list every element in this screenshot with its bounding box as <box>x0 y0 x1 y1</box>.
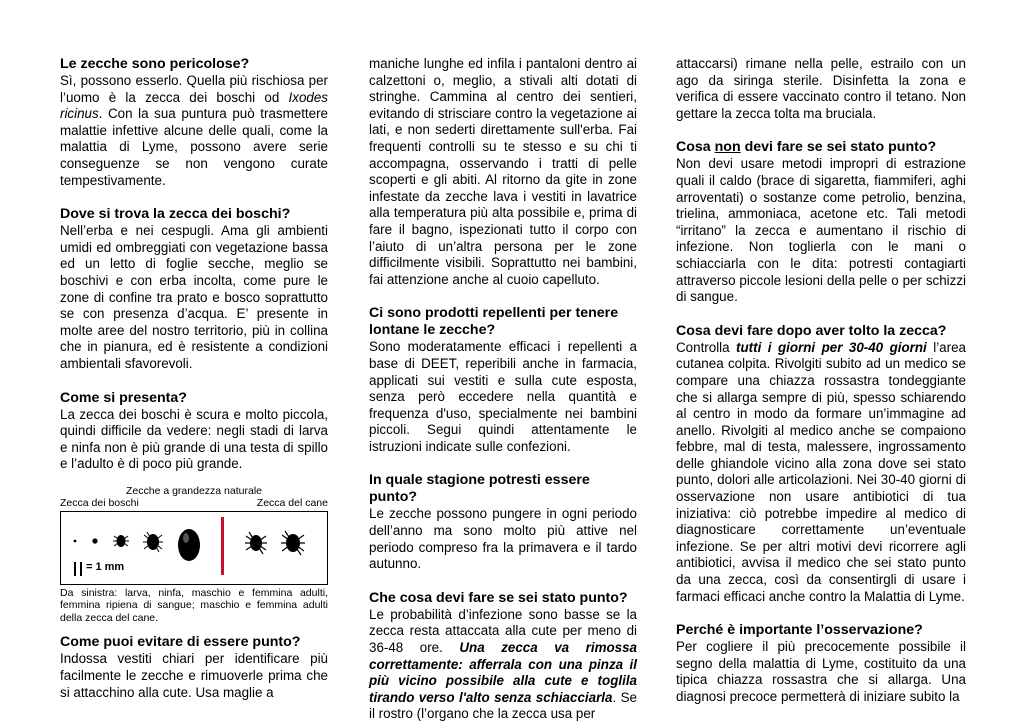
paragraph-clothing: maniche lunghe ed infila i pantaloni dentro ai calzettoni o, meglio, a stivali alti dotati di stringhe. Cammina al centro dei sentieri, evitando di strisciare contro la vegetazione ai lati, e non sederti direttamente sull'erba. Fai frequenti controlli su te stesso e su chi ti accompagna, osservando i tratti di pelle scoperti e gli abiti. Al ritorno da gite in zone infestate da zecche lava i vestiti in lavatrice alla temperatura più alta possibile e, prima di fare il bagno, ispezionati tutto il corpo con l’aiuto di un’altra persona per le zone difficilmente visibili. Soprattutto nei bambini, fai attenzione anche al cuoio capelluto. <box>369 56 637 287</box>
larva-icon <box>74 539 77 542</box>
scale-bar-right <box>80 562 82 576</box>
figure-caption: Da sinistra: larva, ninfa, maschio e femmina adulti, femmina ripiena di sangue; maschio e femmina adulti della zecca del cane. <box>60 586 328 624</box>
figure-label-left: Zecca dei boschi <box>60 497 139 510</box>
heading-where: Dove si trova la zecca dei boschi? <box>60 206 291 223</box>
female-tick-icon <box>143 532 163 552</box>
column-2 <box>369 56 637 723</box>
paragraph-dangerous: Sì, possono esserlo. Quella più rischiosa per l’uomo è la zecca dei boschi od Ixodes ricinus. Con la sua puntura può trasmettere malattie infettive alcune delle quali, come la malattia di Lyme, possono avere serie conseguenze se non vengono curate tempestivamente. <box>60 73 328 188</box>
tick-figure <box>60 485 328 625</box>
heading-observation: Perché è importante l’osservazione? <box>676 622 923 639</box>
dog-tick-male-icon <box>245 532 267 554</box>
scale-bar-left <box>74 562 76 576</box>
paragraph-repellents: Sono moderatamente efficaci i repellenti a base di DEET, reperibili anche in farmacia, applicati sui vestiti e sulla cute esposta, senza però eccedere nella quantità e frequenza d'uso, specialmente nei bambini piccoli. Segui quindi attentamente le istruzioni indicate sulle confezioni. <box>369 339 637 454</box>
heading-season: In quale stagione potresti essere punto? <box>369 472 590 506</box>
scale-label: = 1 mm <box>86 560 125 573</box>
heading-after-removal: Cosa devi fare dopo aver tolto la zecca? <box>676 322 947 339</box>
paragraph-if-bitten: Le probabilità d’infezione sono basse se la zecca resta attaccata alla cute per meno di 36-48 ore. Una zecca va rimossa correttamente: afferrala con una pinza il più vicino possibile alla cute e toglila tirando verso l'alto senza schiacciarla. Se il rostro (l’organo che la zecca usa per <box>369 606 638 722</box>
figure-title: Zecche a grandezza naturale <box>125 484 262 497</box>
heading-what-not-to-do: Cosa non devi fare se sei stato punto? <box>676 139 937 156</box>
heading-if-bitten: Che cosa devi fare se sei stato punto? <box>369 589 628 606</box>
dog-tick-female-icon <box>281 531 305 555</box>
figure-label-right: Zecca del cane <box>256 497 328 510</box>
paragraph-appearance: La zecca dei boschi è scura e molto piccola, quindi difficile da vedere: negli stadi di larva e ninfa non è più grande di una testa di spillo e l’adulto è di poco più grande. <box>60 406 328 472</box>
column-1 <box>60 56 328 701</box>
nymph-icon <box>92 538 97 543</box>
heading-dangerous: Le zecche sono pericolose? <box>60 56 250 72</box>
paragraph-after-removal: Controlla tutti i giorni per 30-40 giorni l’area cutanea colpita. Rivolgiti subito ad un medico se compare una chiazza rossastra tondeggiante che si allarga sempre di più, spesso schiarendo al centro in modo da formare un’immagine ad anello. Rivolgiti al medico anche se compaiono febbre, mal di testa, malessere, ingrossamento delle ghiandole vicino alla zona dove sei stato punto, dolori alle articolazioni. Nei 30-40 giorni di osservazione non usare antibiotici di tua iniziativa: ciò potrebbe impedire al medico di diagnosticare correttamente un’eventuale infezione. Se per altri motivi devi ricorrere agli antibiotici, avvisa il medico che sei stato punto da una zecca, così da consentirgli di usare i farmaci efficaci anche contro la Malattia di Lyme. <box>676 339 966 604</box>
heading-avoid: Come puoi evitare di essere punto? <box>60 634 301 651</box>
male-tick-icon <box>113 535 129 547</box>
paragraph-avoid: Indossa vestiti chiari per identificare più facilmente le zecche e rimuoverle prima che si attacchino alla cute. Usa maglie a <box>60 651 328 700</box>
paragraph-what-not-to-do: Non devi usare metodi impropri di estrazione quali il caldo (brace di sigaretta, fiammiferi, aghi arroventati) o sostanze come petrolio, benzina, trielina, ammoniaca, acetone etc. Tali metodi “irritano” la zecca e aumentano il rischio di infezione. Non toglierla con le mani o schiacciarla con le dita: potresti contagiarti attraverso piccole lesioni della pelle o per schizzi di sangue. <box>676 156 966 305</box>
engorged-female-tick-icon <box>178 529 200 561</box>
paragraph-where: Nell’erba e nei cespugli. Ama gli ambienti umidi ed ombreggiati con vegetazione bassa ed un letto di foglie secche, meglio se boschivi e con erba incolta, come pure le zone di confine tra prato e bosco soprattutto se con presenza d’acqua. E’ presente in molte aree del nostro territorio, più in collina che in pianura, ed è resistente a condizioni ambientali sfavorevoli. <box>60 223 328 371</box>
column-3 <box>676 56 966 706</box>
paragraph-season: Le zecche possono pungere in ogni periodo dell’anno ma sono molto più attive nel periodo compreso fra la primavera e il tardo autunno. <box>369 506 637 572</box>
paragraph-observation: Per cogliere il più precocemente possibile il segno della malattia di Lyme, costituito da una tipica chiazza rossastra che si allarga. Una diagnosi precoce permetterà di iniziare subito la <box>676 639 966 704</box>
tick-illustration <box>60 511 328 585</box>
heading-repellents: Ci sono prodotti repellenti per tenere lontane le zecche? <box>369 305 619 339</box>
red-divider <box>221 517 224 575</box>
heading-appearance: Come si presenta? <box>60 389 187 406</box>
paragraph-rostrum: attaccarsi) rimane nella pelle, estrailo con un ago da siringa sterile. Disinfetta la zona e verifica di essere vaccinato contro il tetano. Non gettare la zecca tolta ma bruciala. <box>676 56 966 121</box>
